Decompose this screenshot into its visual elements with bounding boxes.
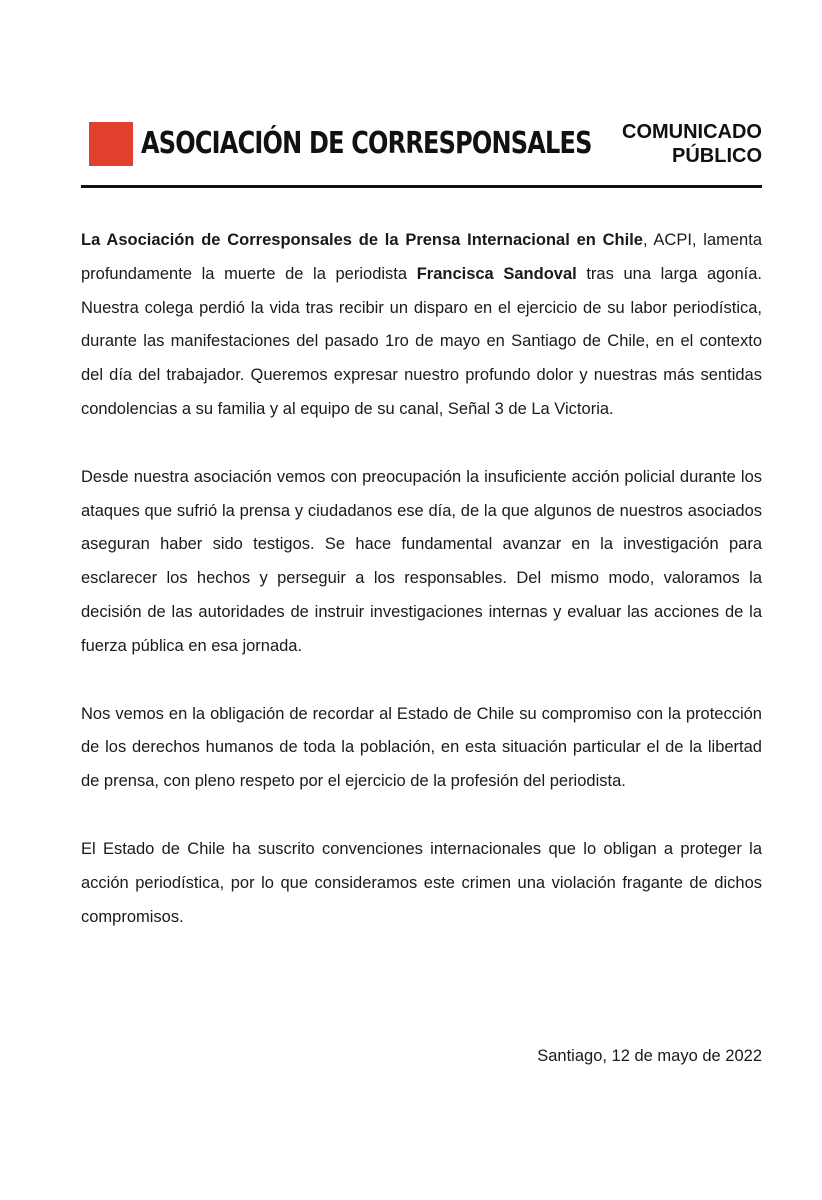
paragraph-2: Desde nuestra asociación vemos con preocupación la insuficiente acción policial durante los ataques que sufrió la prensa y ciudadanos ese día, de la que algunos de nuestros asociados aseguran haber sido testigos. Se hace fundamental avanzar en la investigación para esclarecer los hechos y perseguir a los responsables. Del mismo modo, valoramos la decisión de las autoridades de instruir investigaciones internas y evaluar las acciones de la fuerza pública en esa jornada. xyxy=(81,467,762,655)
paragraph-1 xyxy=(81,224,762,427)
letterhead xyxy=(81,118,762,188)
paragraph-1-text-b: tras una larga agonía. Nuestra colega perdió la vida tras recibir un disparo en el ejercicio de su labor periodística, durante las manifestaciones del pasado 1ro de mayo en Santiago de Chile, en el contexto del día del trabajador. Queremos expresar nuestro profundo dolor y nuestras más sentidas condolencias a su familia y al equipo de su canal, Señal 3 de La Victoria. xyxy=(81,264,762,418)
statement-body xyxy=(81,224,762,968)
header-divider xyxy=(81,185,762,188)
org-full-name: La Asociación de Corresponsales de la Prensa Internacional en Chile xyxy=(81,231,643,249)
document-type-line1: COMUNICADO xyxy=(622,121,762,143)
org-name: ASOCIACIÓN DE CORRESPONSALES xyxy=(141,126,592,161)
paragraph-3: Nos vemos en la obligación de recordar al Estado de Chile su compromiso con la protección de los derechos humanos de toda la población, en esta situación particular el de la libertad de prensa, con pleno respeto por el ejercicio de la profesión del periodista. xyxy=(81,704,762,791)
paragraph-1-text-a: , ACPI, lamenta profundamente la muerte de la periodista xyxy=(81,231,762,283)
document-type-line2: PÚBLICO xyxy=(672,145,762,167)
paragraph-4: El Estado de Chile ha suscrito convenciones internacionales que lo obligan a proteger la acción periodística, por lo que consideramos este crimen una violación fragante de dichos compromisos. xyxy=(81,839,762,926)
place-date: Santiago, 12 de mayo de 2022 xyxy=(537,1047,762,1065)
logo-square-icon xyxy=(89,122,133,166)
document-type xyxy=(562,120,762,168)
journalist-name: Francisca Sandoval xyxy=(416,264,577,283)
